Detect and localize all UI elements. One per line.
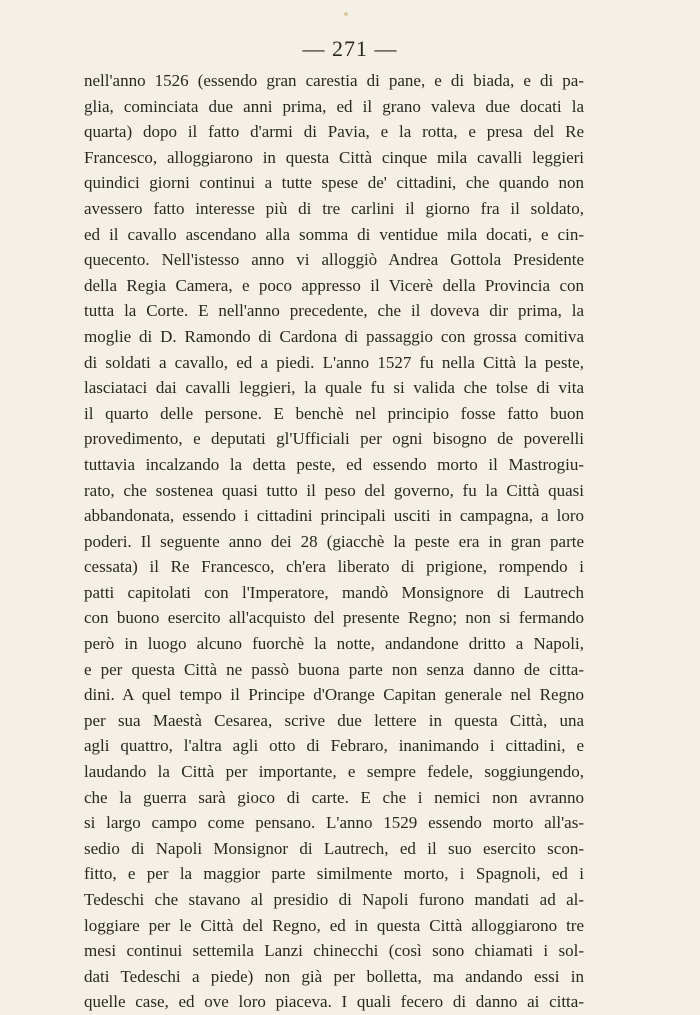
text-line: Francesco, alloggiarono in questa Città cinque mila cavalli leggieri <box>84 147 584 167</box>
text-line: moglie di D. Ramondo di Cardona di passaggio con grossa comitiva <box>84 326 584 346</box>
text-line: glia, cominciata due anni prima, ed il grano valeva due docati la <box>84 96 584 116</box>
text-line: però in luogo alcuno fuorchè la notte, andandone dritto a Napoli, <box>84 634 584 654</box>
text-line: dini. A quel tempo il Principe d'Orange Capitan generale nel Regno <box>84 685 584 705</box>
text-line: tutta la Corte. E nell'anno precedente, che il doveva dir prima, la <box>84 301 584 321</box>
text-line: quindici giorni continui a tutte spese de' cittadini, che quando non <box>84 173 584 193</box>
ink-spot <box>344 12 348 16</box>
text-line: il quarto delle persone. E benchè nel principio fosse fatto buon <box>84 403 584 423</box>
text-line: dati Tedeschi a piede) non già per bolletta, ma andando essi in <box>84 966 584 986</box>
text-line: per sua Maestà Cesarea, scrive due lettere in questa Città, una <box>84 710 584 730</box>
text-line: con buono esercito all'acquisto del presente Regno; non si fermando <box>84 608 584 628</box>
text-line: mesi continui settemila Lanzi chinecchi (così sono chiamati i sol- <box>84 941 584 961</box>
text-line: provedimento, e deputati gl'Ufficiali per ogni bisogno de poverelli <box>84 429 584 449</box>
text-line: poderi. Il seguente anno dei 28 (giacchè la peste era in gran parte <box>84 531 584 551</box>
text-line: patti capitolati con l'Imperatore, mandò Monsignore di Lautrech <box>84 582 584 602</box>
text-line: ed il cavallo ascendano alla somma di ventidue mila docati, e cin- <box>84 224 584 244</box>
text-line: rato, che sostenea quasi tutto il peso del governo, fu la Città quasi <box>84 480 584 500</box>
text-line: e per questa Città ne passò buona parte non senza danno de citta- <box>84 659 584 679</box>
text-line: loggiare per le Città del Regno, ed in questa Città alloggiarono tre <box>84 915 584 935</box>
body-text <box>84 68 584 1015</box>
text-line: abbandonata, essendo i cittadini principali usciti in campagna, a loro <box>84 506 584 526</box>
page-number: — 271 — <box>302 36 398 61</box>
text-line: si largo campo come pensano. L'anno 1529 essendo morto all'as- <box>84 813 584 833</box>
text-line: agli quattro, l'altra agli otto di Febraro, inanimando i cittadini, e <box>84 736 584 756</box>
text-line: che la guerra sarà gioco di carte. E che i nemici non avranno <box>84 787 584 807</box>
text-line: lasciataci dai cavalli leggieri, la quale fu si valida che tolse di vita <box>84 378 584 398</box>
text-line: tuttavia incalzando la detta peste, ed essendo morto il Mastrogiu- <box>84 454 584 474</box>
text-line: Tedeschi che stavano al presidio di Napoli furono mandati ad al- <box>84 890 584 909</box>
text-line: nell'anno 1526 (essendo gran carestia di pane, e di biada, e di pa- <box>84 71 584 90</box>
text-line: di soldati a cavallo, ed a piedi. L'anno 1527 fu nella Città la peste, <box>84 352 584 372</box>
text-line: della Regia Camera, e poco appresso il Vicerè della Provincia con <box>84 275 584 295</box>
text-line: avessero fatto interesse più di tre carlini il giorno fra il soldato, <box>84 198 584 218</box>
text-line: cessata) il Re Francesco, ch'era liberato di prigione, rompendo i <box>84 557 584 577</box>
text-line: quelle case, ed ove loro piaceva. I quali fecero di danno ai citta- <box>84 992 584 1012</box>
text-line: sedio di Napoli Monsignor di Lautrech, ed il suo esercito scon- <box>84 838 584 858</box>
text-line: fitto, e per la maggior parte similmente morto, i Spagnoli, ed i <box>84 864 584 884</box>
text-line: quecento. Nell'istesso anno vi alloggiò Andrea Gottola Presidente <box>84 250 584 270</box>
text-line: quarta) dopo il fatto d'armi di Pavia, e la rotta, e presa del Re <box>84 122 584 142</box>
text-line: laudando la Città per importante, e sempre fedele, soggiungendo, <box>84 762 584 782</box>
